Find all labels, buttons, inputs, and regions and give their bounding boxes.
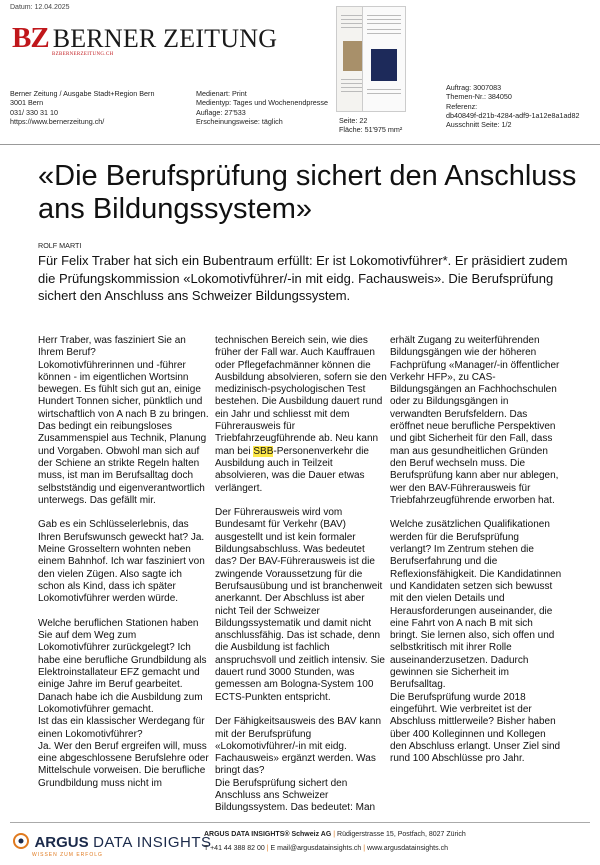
page-info: Seite: 22 Fläche: 51'975 mm² xyxy=(339,116,403,135)
paragraph: Herr Traber, was fasziniert Sie an Ihrem Beruf? Lokomotivführerinnen und -führer können - im eigentlichen Wortsinn bewegen. Es fühlt sich gut an, einige Hundert Tonnen sicher, pünktlich und wirtschaftlich von A nach B zu bringen. Das bedingt ein reibungsloses Zusammenspiel aus Technik, Planung und Vorgaben. Obwohl man sich auf der Schiene an strikte Regeln halten muss, ist man im Berufsalltag doch selbstständig und eigenverantwortlich unterwegs. Das gefällt mir. xyxy=(38,335,209,506)
argus-brand-bold: ARGUS xyxy=(34,834,89,851)
footer-divider xyxy=(10,822,590,823)
argus-logo xyxy=(12,833,212,858)
logo-subline: BZBERNERZEITUNG.CH xyxy=(52,52,114,57)
paragraph: erhält Zugang zu weiterführenden Bildungsgängen wie der höheren Fachprüfung «Manager/-in öffentlicher Verkehr HFP», zu CAS-Bildungsgängen an Fachhochschulen oder zu Bildungsgängen in verwandten Berufsfeldern. Das eröffnet neue berufliche Perspektiven und gibt Sicherheit für den Fall, dass man aus gesundheitlichen Gründen den Beruf wechseln muss. Die Berufsprüfung kann aber nur ablegen, wer den BAV-Führerausweis für Triebfahrzeugführende erworben hat. xyxy=(390,335,560,506)
logo-brand: BZ xyxy=(12,22,49,54)
clip-date: Datum: 12.04.2025 xyxy=(10,4,70,11)
article-column-2 xyxy=(215,335,387,827)
footer-contact-line: T +41 44 388 82 00 | E mail@argusdatainsights.ch | www.argusdatainsights.ch xyxy=(204,845,448,852)
article-column-1 xyxy=(38,335,210,802)
publisher-info: Berner Zeitung / Ausgabe Stadt+Region Bern 3001 Bern 031/ 330 31 10 https://www.bernerzeitung.ch/ xyxy=(10,89,155,126)
paragraph: Welche beruflichen Stationen haben Sie auf dem Weg zum Lokomotivführer zurückgelegt? Ich habe eine berufliche Grundbildung als Elektroinstallateur EFZ gemacht und einige Jahre im Beruf gearbeitet. Danach habe ich die Ausbildung zum Lokomotivführer gemacht. Ist das ein klassischer Werdegang für einen Lokomotivführer? Ja. Wer den Beruf ergreifen will, muss eine abgeschlossene Berufslehre oder Mittelschule vorweisen. Die berufliche Grundbildung muss nicht im xyxy=(38,617,209,789)
article-lead: Für Felix Traber hat sich ein Bubentraum erfüllt: Er ist Lokomotivführer*. Er präsidiert zudem die Prüfungskommission «Lokomotivführer/-in mit eidg. Fachausweis». Die Berufsprüfung sichert den Anschluss ans Schweizer Bildungssystem. xyxy=(38,253,568,303)
logo-name: BERNER ZEITUNG xyxy=(52,24,278,53)
footer-email[interactable]: E mail@argusdatainsights.ch xyxy=(270,845,362,852)
order-info: Auftrag: 3007083 Themen-Nr.: 384050 Referenz: db40849f-d21b-4284-adf9-1a12e8a1ad82 Ausschnitt Seite: 1/2 xyxy=(446,83,580,130)
paragraph: technischen Bereich sein, wie dies früher der Fall war. Auch Kauffrauen oder Pflegefachmänner können die Ausbildung absolvieren, sofern sie den medizinisch-psychologischen Test bestehen. Die Ausbildung dauert rund ein Jahr und schliesst mit dem Führerausweis für Triebfahrzeugführende ab. Neu kann man bei SBB-Personenverkehr die Ausbildung auch in Teilzeit absolvieren, was die Dauer etwas verlängert. xyxy=(215,335,387,494)
argus-mark-icon xyxy=(12,833,30,849)
argus-brand-rest: DATA INSIGHTS xyxy=(93,834,212,851)
header-divider xyxy=(0,144,600,145)
footer-phone: T +41 44 388 82 00 xyxy=(204,845,265,852)
argus-tagline: WISSEN ZUM ERFOLG xyxy=(32,852,103,858)
footer-address: Rüdigerstrasse 15, Postfach, 8027 Zürich xyxy=(337,831,466,838)
page-thumbnail-2 xyxy=(362,6,406,112)
footer-company: ARGUS DATA INSIGHTS® Schweiz AG xyxy=(204,831,332,838)
paragraph: Der Führerausweis wird vom Bundesamt für Verkehr (BAV) ausgestellt und ist kein formaler Bildungsabschluss. Was bedeutet das? Der BAV-Führerausweis ist die zwingende Voraussetzung für die Berufsausübung und ist branchenweit anerkannt. Der Abschluss ist aber nicht Teil der Schweizer Bildungssystematik und damit nicht anschlussfähig. Das ist schade, denn die Ausbildung ist fachlich anspruchsvoll und zeitlich intensiv. Sie dauert rund 3000 Stunden, was gemessen am Bologna-System 100 ECTS-Punkten entspricht. xyxy=(215,507,385,703)
paragraph: Welche zusätzlichen Qualifikationen werden für die Berufsprüfung verlangt? Im Zentrum stehen die Berufserfahrung und die Reflexionsfähigkeit. Die Kandidatinnen und Kandidaten setzen sich bewusst mit den vielen Details und Herausforderungen auseinander, die eine Fahrt von A nach B mit sich bringt. Sie lernen also, sich offen und selbstkritisch mit ihrer Rolle auseinanderzusetzen. Dadurch gewinnen sie Sicherheit im Berufsalltag. Die Berufsprüfung wurde 2018 eingeführt. Wie verbreitet ist der Abschluss mittlerweile? Bisher haben über 400 Kolleginnen und Kollegen den Abschluss erlangt. Unser Ziel sind rund 100 Abschlüsse pro Jahr. xyxy=(390,519,562,765)
newspaper-logo xyxy=(12,22,277,55)
footer-company-line: ARGUS DATA INSIGHTS® Schweiz AG | Rüdigerstrasse 15, Postfach, 8027 Zürich xyxy=(204,831,466,838)
media-info: Medienart: Print Medientyp: Tages und Wochenendpresse Auflage: 27'533 Erscheinungsweise: täglich xyxy=(196,89,328,126)
highlight-sbb: SBB xyxy=(253,445,274,457)
article-headline: «Die Berufsprüfung sichert den Anschluss ans Bildungssystem» xyxy=(38,160,577,225)
footer-web[interactable]: www.argusdatainsights.ch xyxy=(367,845,448,852)
article-author: ROLF MARTI xyxy=(38,241,82,250)
paragraph: Der Fähigkeitsausweis des BAV kann mit der Berufsprüfung «Lokomotivführer/-in mit eidg. Fachausweis» ergänzt werden. Was bringt das? Die Berufsprüfung sichert den Anschluss ans Schweizer Bildungssystem. Das bedeutet: Man xyxy=(215,716,382,814)
article-column-3 xyxy=(390,335,562,778)
paragraph: Gab es ein Schlüsselerlebnis, das Ihren Berufswunsch geweckt hat? Ja. Meine Grosseltern wohnten neben einem Bahnhof. Ich war fasziniert von den vielen Zügen. Also sagte ich schon als Kind, dass ich später Lokomotivführer werden würde. xyxy=(38,519,205,605)
